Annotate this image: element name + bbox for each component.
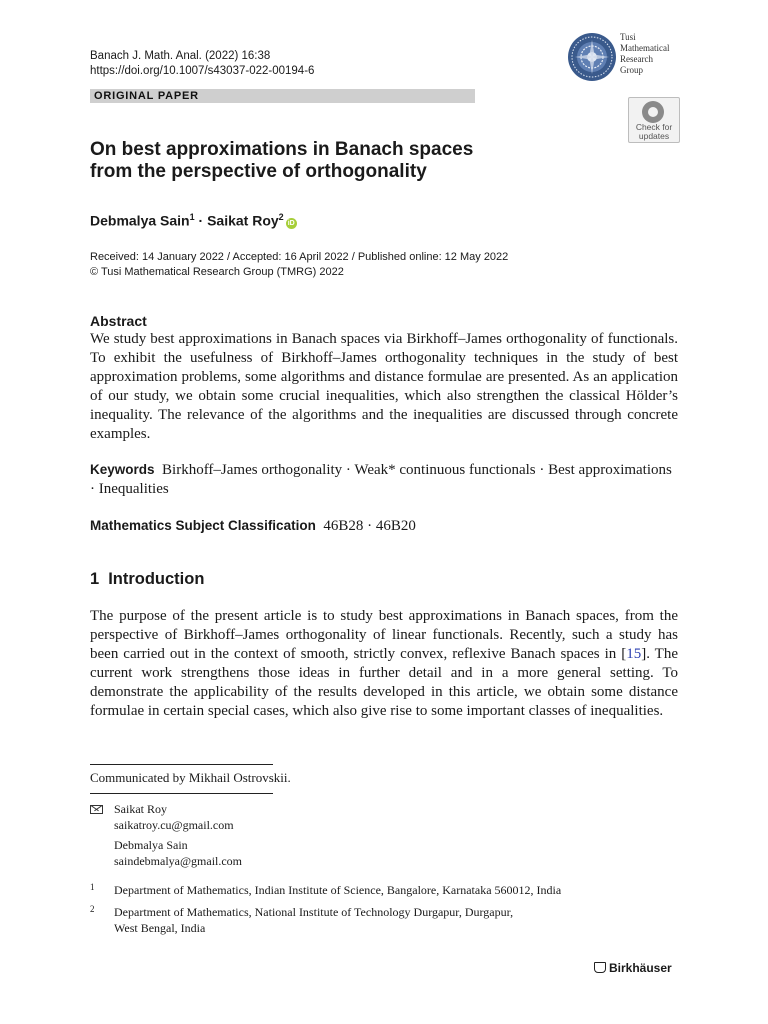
contact-email[interactable]: saikatroy.cu@gmail.com	[114, 818, 234, 832]
logo-caption-line: Group	[620, 65, 643, 75]
paper-title	[90, 139, 530, 183]
footnote-divider	[90, 793, 273, 794]
author-affiliation-mark: 1	[189, 212, 195, 222]
check-for-updates-label	[629, 123, 679, 141]
msc-codes: 46B28 · 46B20	[323, 518, 416, 534]
orcid-icon[interactable]: iD	[287, 219, 295, 227]
publication-history	[90, 250, 508, 280]
publisher-name: Birkhäuser	[609, 961, 672, 975]
citation-link[interactable]: 15	[626, 646, 642, 662]
msc-label: Mathematics Subject Classification	[90, 518, 316, 533]
doi-link[interactable]: https://doi.org/10.1007/s43037-022-00194-6	[90, 65, 315, 77]
check-for-updates-button[interactable]	[628, 97, 680, 143]
author-name[interactable]: Debmalya Sain	[90, 212, 190, 229]
copyright-line: © Tusi Mathematical Research Group (TMRG) 2022	[90, 266, 344, 278]
check-for-updates-line: Check for	[635, 122, 673, 132]
section-title: Introduction	[108, 570, 205, 588]
affiliation-line: West Bengal, India	[114, 921, 206, 935]
birkhauser-icon	[594, 962, 606, 973]
affiliation-number: 1	[90, 882, 95, 892]
affiliation-line: Department of Mathematics, National Institute of Technology Durgapur, Durgapur,	[114, 905, 514, 919]
paper-type-label: ORIGINAL PAPER	[94, 90, 199, 102]
section-heading	[90, 570, 204, 589]
communicated-by: Communicated by Mikhail Ostrovskii.	[90, 770, 291, 785]
contact-email[interactable]: saindebmalya@gmail.com	[114, 854, 243, 868]
msc-block	[90, 516, 416, 536]
journal-citation: Banach J. Math. Anal. (2022) 16:38	[90, 50, 271, 62]
intro-text: The purpose of the present article is to study best approximations in Banach spaces, from the perspective of Birkhoff–James orthogonality of linear functionals. Recently, such a study has been carried out in the context of smooth, strictly convex, reflexive Banach spaces in [	[90, 608, 678, 662]
keywords-label: Keywords	[90, 462, 155, 477]
coauthor-contact	[114, 837, 242, 869]
paper-title-line: On best approximations in Banach spaces	[90, 139, 474, 160]
contact-name: Saikat Roy	[114, 802, 167, 816]
paper-title-line: from the perspective of orthogonality	[90, 161, 427, 182]
publication-dates: Received: 14 January 2022 / Accepted: 16 April 2022 / Published online: 12 May 2022	[90, 251, 509, 263]
introduction-paragraph	[90, 607, 678, 721]
update-icon	[642, 101, 664, 123]
corresponding-contact	[114, 801, 234, 833]
author-name[interactable]: Saikat Roy	[207, 212, 279, 229]
footnote-divider	[90, 764, 273, 765]
affiliation	[114, 904, 674, 936]
abstract-body: We study best approximations in Banach spaces via Birkhoff–James orthogonality of functionals. To exhibit the usefulness of Birkhoff–James orthogonality techniques in the study of best approximation problems, some algorithms and distance formulae are presented. As an application of our study, we obtain some crucial inequalities, which also strengthen the classical Hölder’s inequality. The relevance of the algorithms and the inequalities are discussed through concrete examples.	[90, 331, 678, 442]
author-separator: ·	[194, 212, 208, 229]
author-list	[90, 208, 297, 230]
intro-text: ]. The current work strengthens those ideas in further detail and in a more general setting. To demonstrate the applicability of the results developed in this article, we obtain some distance formulae in certain special cases, which also give rise to some important classes of inequalities.	[90, 646, 678, 719]
publisher-mark	[594, 961, 672, 975]
keywords-block	[90, 460, 678, 499]
section-number: 1	[90, 570, 100, 588]
affiliation-number: 2	[90, 904, 95, 914]
journal-reference	[90, 49, 314, 79]
tusi-logo-icon	[567, 32, 617, 82]
contact-name: Debmalya Sain	[114, 838, 188, 852]
keywords-text: Birkhoff–James orthogonality · Weak* continuous functionals · Best approximations · Inequalities	[90, 462, 672, 497]
author-affiliation-mark: 2	[278, 212, 284, 222]
abstract-heading: Abstract	[90, 313, 147, 329]
logo-caption-line: Research	[620, 54, 653, 64]
envelope-icon	[90, 805, 103, 814]
logo-caption-line: Tusi	[620, 32, 636, 42]
affiliation	[114, 882, 674, 898]
check-for-updates-line: updates	[638, 131, 670, 141]
affiliation-line: Department of Mathematics, Indian Institute of Science, Bangalore, Karnataka 560012, India	[114, 883, 562, 897]
logo-caption	[620, 32, 669, 76]
logo-caption-line: Mathematical	[620, 43, 670, 53]
